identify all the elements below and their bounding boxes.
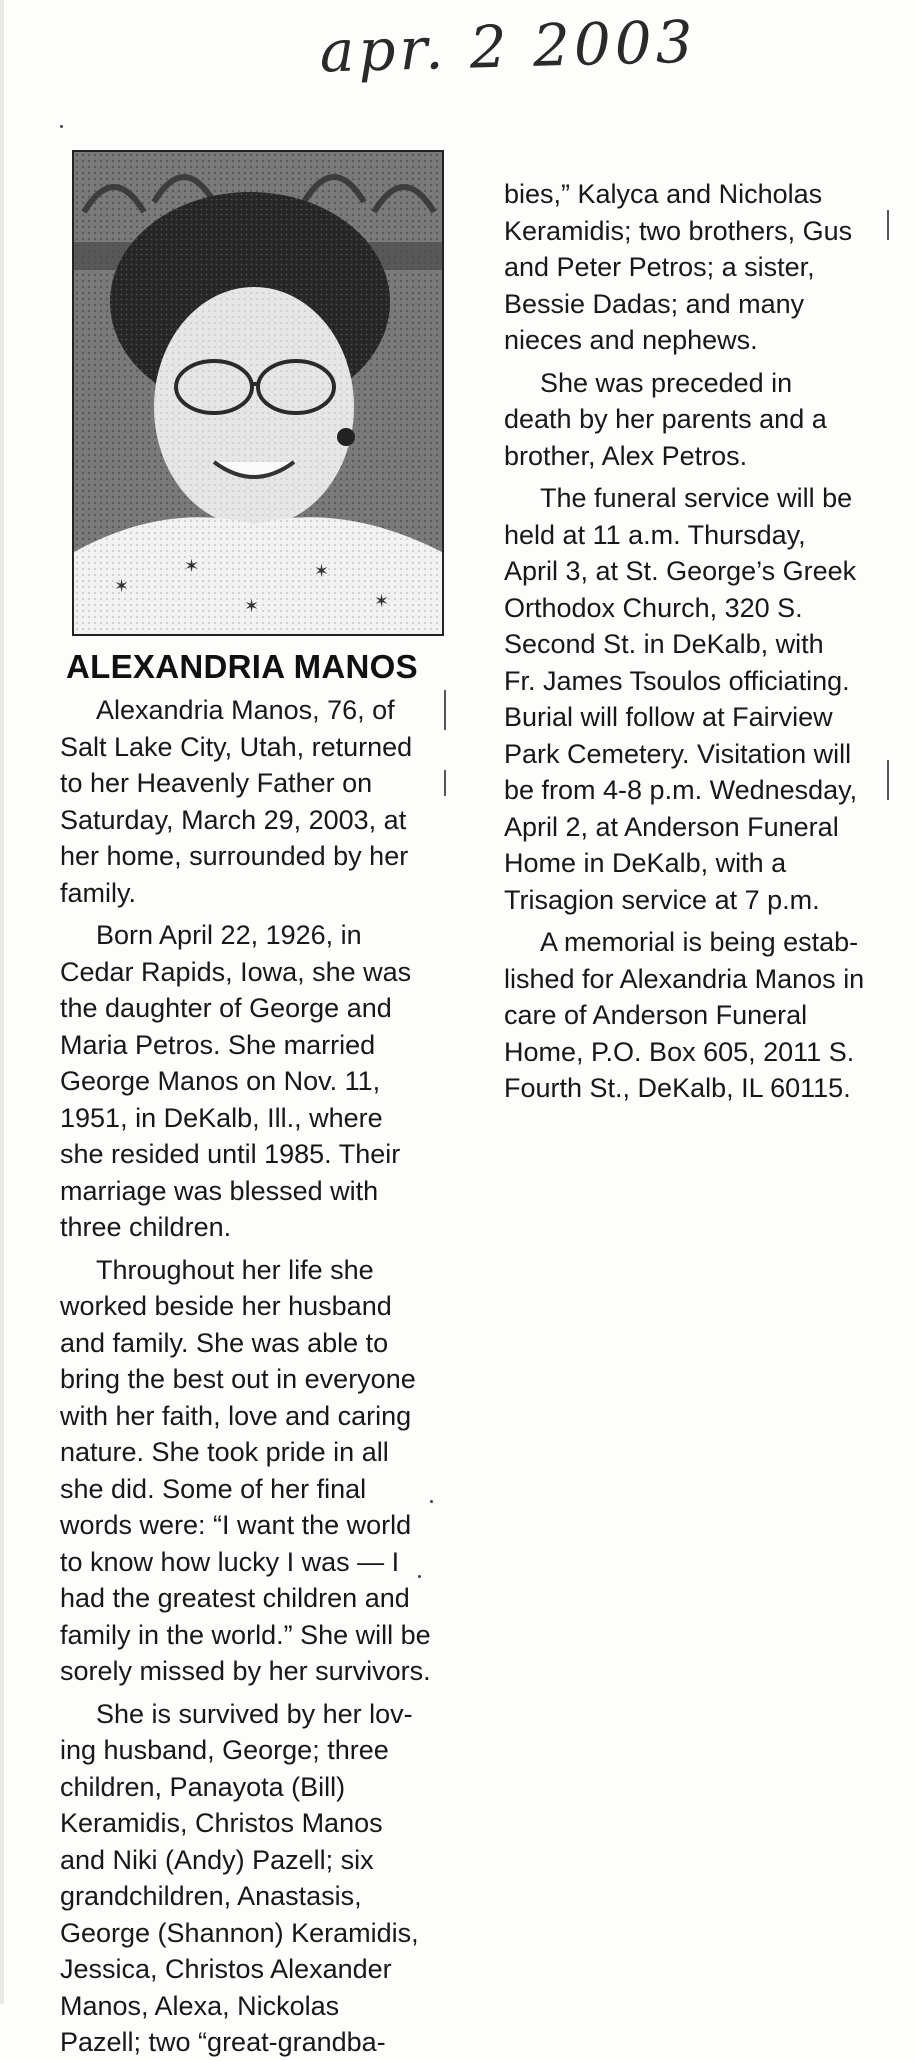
text-line: marriage was blessed with: [60, 1175, 379, 1206]
text-line: and family. She was able to: [60, 1327, 389, 1358]
text-line: April 2, at Anderson Funeral: [504, 811, 839, 842]
left-text-column: [60, 692, 440, 2061]
text-line: Bessie Dadas; and many: [504, 288, 805, 319]
portrait-photo: [72, 150, 444, 636]
text-line: bring the best out in everyone: [60, 1364, 416, 1394]
text-line: April 3, at St. George’s Greek: [504, 556, 857, 586]
text-line: Born April 22, 1926, in: [96, 920, 362, 950]
text-line: The funeral service will be: [540, 483, 853, 513]
text-line: Maria Petros. She married: [60, 1029, 376, 1060]
scan-speck: [430, 1500, 433, 1503]
text-line: had the greatest children and: [60, 1583, 410, 1613]
obituary-headline: ALEXANDRIA MANOS: [66, 648, 418, 685]
text-line: Pazell; two “great-grandba-: [60, 2027, 386, 2057]
text-line: Cedar Rapids, Iowa, she was: [60, 956, 412, 987]
text-line: Salt Lake City, Utah, returned: [60, 731, 413, 762]
text-line: with her faith, love and caring: [60, 1400, 412, 1431]
text-line: three children.: [60, 1212, 232, 1242]
text-line: George (Shannon) Keramidis,: [60, 1917, 419, 1948]
svg-text:✶: ✶: [244, 596, 260, 617]
svg-text:✶: ✶: [374, 591, 390, 612]
text-line: worked beside her husband: [60, 1291, 392, 1321]
text-line: Orthodox Church, 320 S.: [504, 592, 803, 623]
text-line: to know how lucky I was — I: [60, 1546, 400, 1577]
svg-text:✶: ✶: [184, 556, 200, 577]
paragraph: [60, 917, 440, 1246]
text-line: nature. She took pride in all: [60, 1437, 389, 1467]
text-line: family.: [60, 877, 137, 908]
text-line: be from 4-8 p.m. Wednesday,: [504, 775, 858, 805]
text-line: She was preceded in: [540, 367, 793, 398]
text-line: She is survived by her lov-: [96, 1698, 413, 1729]
paragraph: [60, 692, 440, 911]
text-line: Fr. James Tsoulos officiating.: [504, 665, 850, 696]
text-line: A memorial is being estab-: [540, 927, 859, 957]
text-line: Jessica, Christos Alexander: [60, 1954, 392, 1984]
text-line: Keramidis, Christos Manos: [60, 1808, 383, 1838]
text-line: held at 11 a.m. Thursday,: [504, 519, 806, 550]
text-line: 1951, in DeKalb, Ill., where: [60, 1102, 383, 1133]
text-line: Home in DeKalb, with a: [504, 848, 787, 878]
text-line: Throughout her life she: [96, 1254, 374, 1285]
text-line: Saturday, March 29, 2003, at: [60, 804, 407, 835]
scan-mark: [444, 690, 446, 730]
text-line: Burial will follow at Fairview: [504, 702, 833, 732]
scan-speck: [418, 1575, 421, 1578]
text-line: nieces and nephews.: [504, 325, 758, 355]
scan-mark: [887, 210, 889, 240]
text-line: children, Panayota (Bill): [60, 1771, 346, 1802]
paragraph: [504, 176, 884, 359]
text-line: lished for Alexandria Manos in: [504, 963, 865, 994]
svg-text:✶: ✶: [114, 576, 130, 597]
text-line: Second St. in DeKalb, with: [504, 629, 824, 659]
right-text-column: [504, 176, 884, 1107]
scan-mark: [444, 770, 446, 796]
paragraph: [60, 1252, 440, 1690]
text-line: the daughter of George and: [60, 993, 392, 1023]
text-line: George Manos on Nov. 11,: [60, 1066, 381, 1096]
text-line: brother, Alex Petros.: [504, 440, 748, 471]
text-line: Alexandria Manos, 76, of: [96, 695, 395, 725]
paragraph: [504, 365, 884, 475]
text-line: Park Cemetery. Visitation will: [504, 738, 852, 769]
text-line: care of Anderson Funeral: [504, 1000, 808, 1030]
text-line: ing husband, George; three: [60, 1735, 389, 1765]
text-line: bies,” Kalyca and Nicholas: [504, 179, 823, 209]
portrait-image: [74, 152, 442, 634]
text-line: Keramidis; two brothers, Gus: [504, 215, 853, 246]
scan-edge: [0, 0, 4, 2004]
text-line: sorely missed by her survivors.: [60, 1656, 431, 1686]
text-line: Home, P.O. Box 605, 2011 S.: [504, 1036, 855, 1067]
text-line: and Peter Petros; a sister,: [504, 252, 815, 282]
paragraph: [60, 1696, 440, 2061]
scan-speck: [60, 125, 63, 128]
text-line: Manos, Alexa, Nickolas: [60, 1990, 340, 2021]
paragraph: [504, 480, 884, 918]
text-line: grandchildren, Anastasis,: [60, 1881, 362, 1911]
text-line: words were: “I want the world: [60, 1510, 412, 1540]
text-line: Trisagion service at 7 p.m.: [504, 884, 820, 915]
scan-mark: [887, 760, 889, 800]
text-line: death by her parents and a: [504, 404, 827, 434]
text-line: and Niki (Andy) Pazell; six: [60, 1844, 374, 1875]
text-line: family in the world.” She will be: [60, 1619, 431, 1650]
text-line: she resided until 1985. Their: [60, 1139, 401, 1169]
text-line: she did. Some of her final: [60, 1473, 367, 1504]
text-line: her home, surrounded by her: [60, 841, 409, 871]
svg-text:✶: ✶: [314, 561, 330, 582]
paragraph: [504, 924, 884, 1107]
text-line: to her Heavenly Father on: [60, 768, 373, 798]
handwritten-date: apr. 2 2003: [318, 7, 698, 86]
text-line: Fourth St., DeKalb, IL 60115.: [504, 1073, 851, 1103]
